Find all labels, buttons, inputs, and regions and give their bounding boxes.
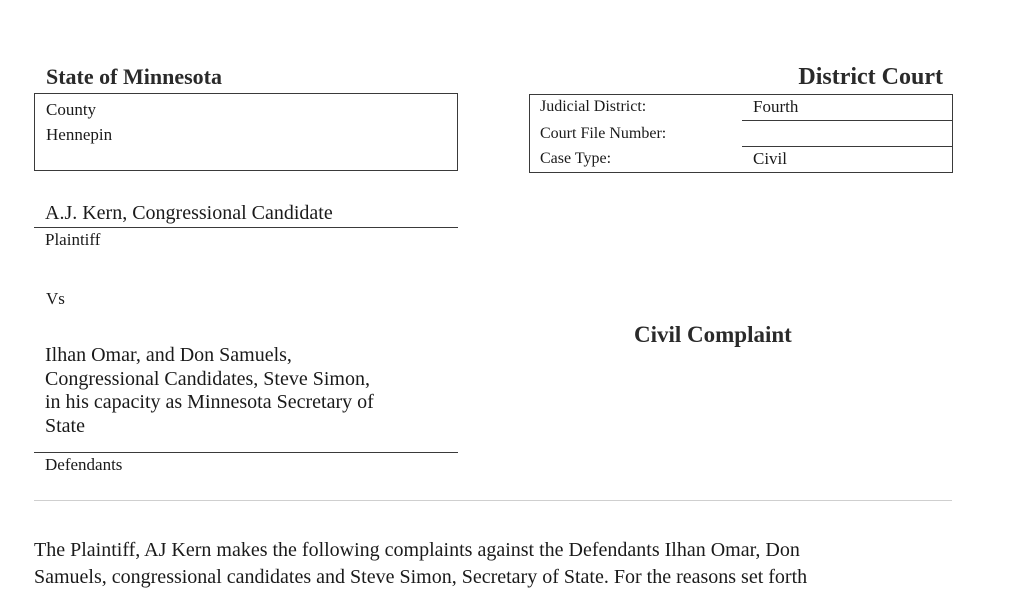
case-type-value: Civil — [753, 149, 788, 168]
plaintiff-name: A.J. Kern, Congressional Candidate — [45, 202, 333, 224]
court-file-number-label: Court File Number: — [540, 125, 667, 142]
defendants-line: Ilhan Omar, and Don Samuels, — [45, 344, 292, 366]
court-info-box — [529, 94, 953, 173]
plaintiff-rule — [34, 227, 458, 228]
state-heading: State of Minnesota — [46, 64, 222, 89]
plaintiff-label: Plaintiff — [45, 230, 101, 249]
body-line: The Plaintiff, AJ Kern makes the following complaints against the Defendants Ilhan Omar, Don — [34, 539, 800, 561]
defendants-rule — [34, 452, 458, 453]
court-file-number-underline — [742, 146, 953, 147]
defendants-label: Defendants — [45, 455, 123, 474]
section-divider — [34, 500, 952, 501]
judicial-district-underline — [742, 120, 953, 121]
document-title: Civil Complaint — [634, 322, 792, 347]
county-label: County — [46, 100, 97, 119]
defendants-line: in his capacity as Minnesota Secretary of — [45, 391, 374, 413]
body-line: Samuels, congressional candidates and Steve Simon, Secretary of State. For the reasons set forth — [34, 566, 808, 588]
defendants-line: State — [45, 414, 85, 437]
defendants-line: Congressional Candidates, Steve Simon, — [45, 367, 370, 390]
court-heading: District Court — [798, 64, 943, 90]
defendants-names — [45, 344, 455, 438]
judicial-district-value: Fourth — [753, 97, 799, 116]
county-box — [34, 93, 458, 171]
county-value: Hennepin — [46, 125, 113, 144]
case-type-label: Case Type: — [540, 150, 612, 167]
complaint-body — [34, 537, 994, 591]
judicial-district-label: Judicial District: — [540, 98, 647, 115]
versus-label: Vs — [46, 289, 65, 308]
